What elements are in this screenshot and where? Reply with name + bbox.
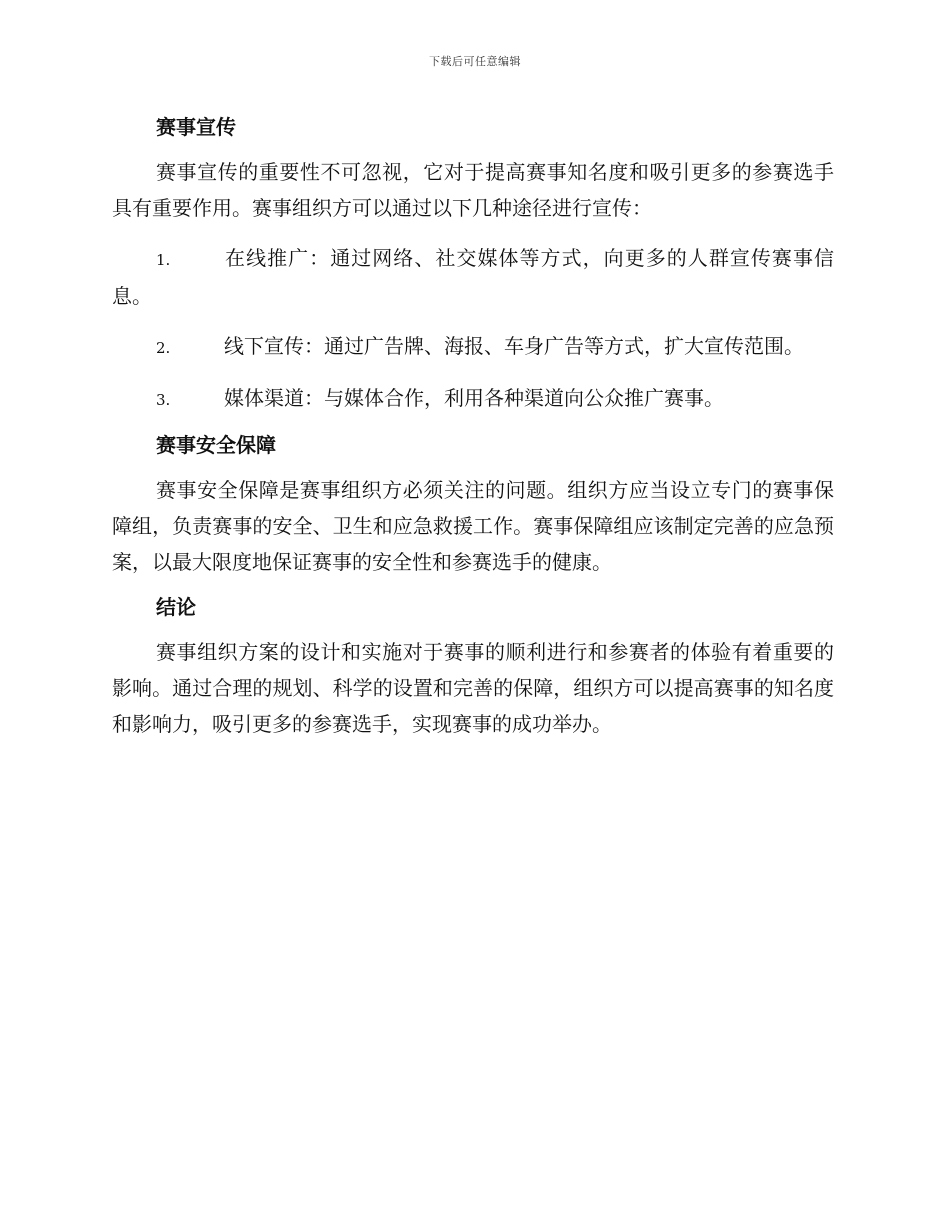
list-item-text: 线下宣传：通过广告牌、海报、车身广告等方式，扩大宣传范围。 bbox=[224, 334, 804, 358]
paragraph-publicity-intro: 赛事宣传的重要性不可忽视，它对于提高赛事知名度和吸引更多的参赛选手具有重要作用。赛事组织方可以通过以下几种途径进行宣传： bbox=[112, 160, 834, 220]
heading-conclusion: 结论 bbox=[156, 595, 196, 619]
list-number: 2. bbox=[156, 339, 171, 357]
paragraph-safety: 赛事安全保障是赛事组织方必须关注的问题。组织方应当设立专门的赛事保障组，负责赛事的安全、卫生和应急救援工作。赛事保障组应该制定完善的应急预案，以最大限度地保证赛事的安全性和参赛选手的健康。 bbox=[112, 478, 834, 574]
paragraph-conclusion: 赛事组织方案的设计和实施对于赛事的顺利进行和参赛者的体验有着重要的影响。通过合理的规划、科学的设置和完善的保障，组织方可以提高赛事的知名度和影响力，吸引更多的参赛选手，实现赛事的成功举办。 bbox=[112, 640, 834, 736]
document-body bbox=[112, 108, 834, 742]
list-number: 3. bbox=[156, 391, 171, 409]
list-item-text: 媒体渠道：与媒体合作，利用各种渠道向公众推广赛事。 bbox=[224, 386, 724, 410]
header-note: 下载后可任意编辑 bbox=[429, 55, 521, 68]
list-number: 1. bbox=[156, 251, 171, 269]
list-item-text: 在线推广：通过网络、社交媒体等方式，向更多的人群宣传赛事信息。 bbox=[112, 246, 834, 308]
list-item-3 bbox=[112, 380, 834, 418]
list-item-1 bbox=[112, 240, 834, 314]
heading-safety: 赛事安全保障 bbox=[156, 433, 276, 457]
heading-publicity: 赛事宣传 bbox=[156, 115, 236, 139]
list-item-2 bbox=[112, 328, 834, 366]
